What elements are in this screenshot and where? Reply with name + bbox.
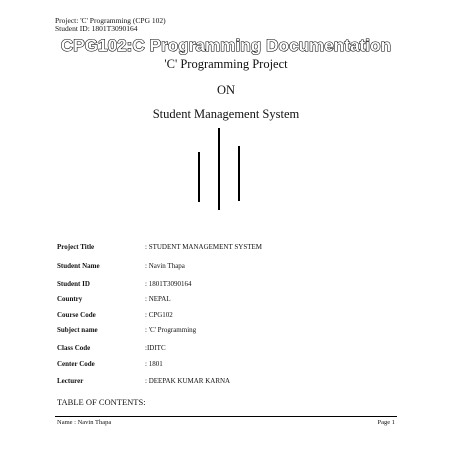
detail-label: Project Title: [57, 243, 95, 251]
decorative-line: [198, 152, 200, 202]
on-text: ON: [216, 83, 236, 97]
header-project-line: Project: 'C' Programming (CPG 102): [55, 16, 166, 25]
detail-label: Class Code: [57, 344, 91, 352]
table-of-contents-heading: TABLE OF CONTENTS:: [57, 397, 146, 407]
detail-value: :IDITC: [145, 344, 166, 352]
footer-divider: [55, 416, 397, 417]
project-heading: 'C' Programming Project: [164, 57, 288, 71]
detail-label: Country: [57, 295, 83, 303]
detail-label: Center Code: [57, 360, 95, 368]
footer-name: Name : Navin Thapa: [57, 419, 112, 426]
detail-label: Student Name: [57, 262, 100, 270]
decorative-line: [238, 146, 240, 201]
detail-value: : CPG102: [145, 311, 173, 319]
detail-value: : NEPAL: [145, 295, 171, 303]
detail-label: Course Code: [57, 311, 96, 319]
header-student-id-line: Student ID: 1801T3090164: [55, 24, 138, 33]
document-title: CPG102:C Programming Documentation: [60, 36, 392, 55]
footer-page-number: Page 1: [377, 419, 395, 426]
detail-label: Subject name: [57, 326, 98, 334]
decorative-line: [218, 128, 220, 210]
detail-value: : 1801: [145, 360, 163, 368]
detail-value: : Navin Thapa: [145, 262, 185, 270]
detail-value: : DEEPAK KUMAR KARNA: [145, 377, 231, 385]
detail-label: Lecturer: [57, 377, 84, 385]
detail-label: Student ID: [57, 280, 90, 288]
detail-value: : 1801T3090164: [145, 280, 192, 288]
detail-value: : 'C' Programming: [145, 326, 197, 334]
detail-value: : STUDENT MANAGEMENT SYSTEM: [145, 243, 262, 251]
system-name: Student Management System: [152, 107, 300, 121]
